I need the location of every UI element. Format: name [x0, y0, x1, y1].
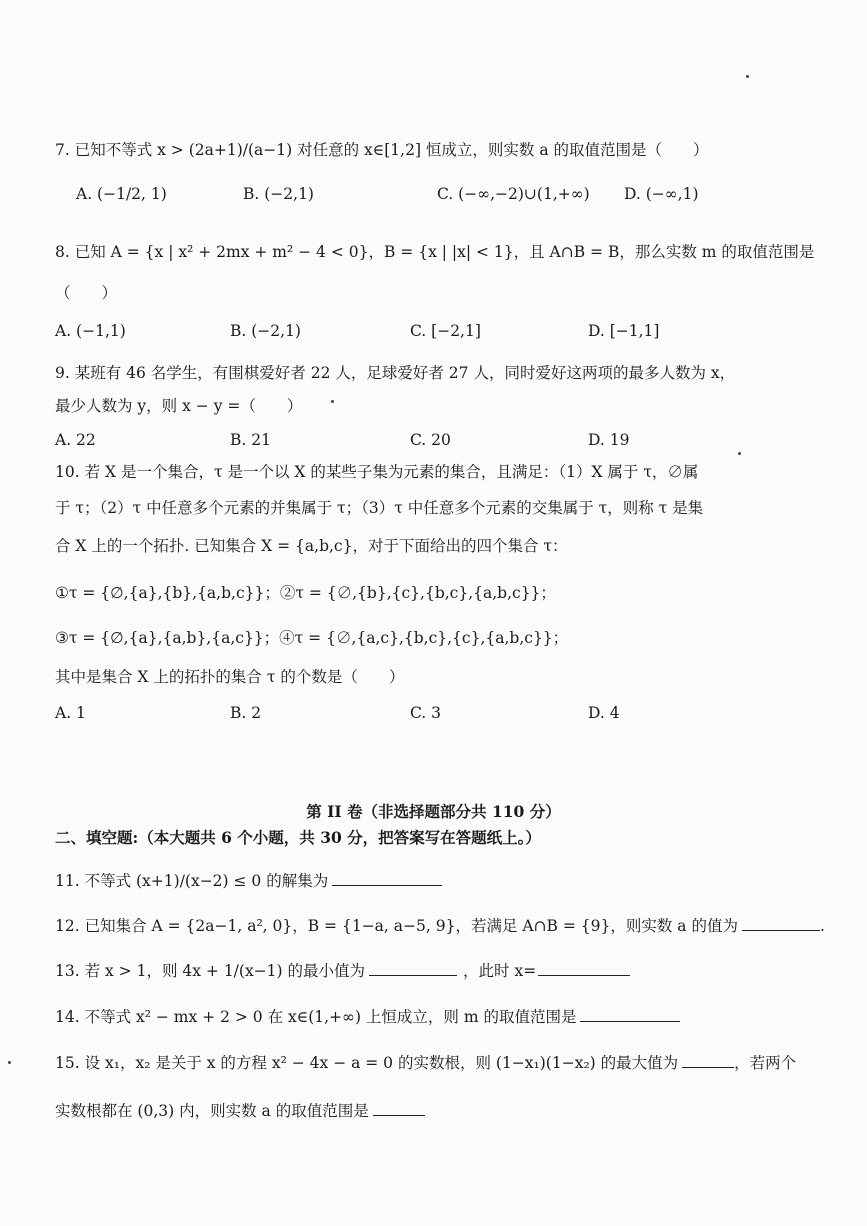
q10-option-b: B. 2	[230, 704, 262, 722]
q7-option-b: B. (−2,1)	[243, 185, 314, 203]
question-10-question: 其中是集合 X 上的拓扑的集合 τ 的个数是（ ）	[55, 668, 405, 686]
q7-option-c: C. (−∞,−2)∪(1,+∞)	[437, 185, 590, 203]
question-9-line2: 最少人数为 y，则 x − y =（ ）	[55, 397, 303, 415]
answer-blank-15a	[682, 1053, 734, 1068]
q7-option-a: A. (−1/2, 1)	[76, 185, 167, 203]
q10-option-a: A. 1	[55, 704, 86, 722]
question-14	[55, 1006, 680, 1028]
q9-option-b: B. 21	[230, 431, 271, 449]
q8-option-b: B. (−2,1)	[230, 322, 301, 340]
question-10-line3: 合 X 上的一个拓扑. 已知集合 X = {a,b,c}，对于下面给出的四个集合 τ：	[55, 537, 568, 555]
question-13-text: 13. 若 x > 1，则 4x + 1/(x−1) 的最小值为	[55, 962, 366, 980]
question-8-paren: （ ）	[55, 284, 118, 302]
answer-blank-13b	[538, 961, 630, 976]
question-10-line2: 于 τ；（2）τ 中任意多个元素的并集属于 τ；（3）τ 中任意多个元素的交集属于 τ，则称 τ 是集	[55, 499, 704, 517]
question-15-line2	[55, 1100, 425, 1122]
q8-option-d: D. [−1,1]	[588, 322, 660, 340]
answer-blank-13a	[369, 961, 457, 976]
q10-option-d: D. 4	[588, 704, 620, 722]
fill-in-section-heading: 二、填空题:（本大题共 6 个小题，共 30 分，把答案写在答题纸上。）	[55, 828, 541, 847]
q8-option-a: A. (−1,1)	[55, 322, 126, 340]
answer-blank-14	[580, 1007, 680, 1022]
question-11	[55, 870, 442, 892]
part-2-title: 第 II 卷（非选择题部分共 110 分）	[306, 802, 561, 821]
q9-option-a: A. 22	[55, 431, 96, 449]
answer-blank-12	[742, 916, 820, 931]
question-11-text: 11. 不等式 (x+1)/(x−2) ≤ 0 的解集为	[55, 872, 329, 890]
q9-option-c: C. 20	[410, 431, 451, 449]
question-10-line1: 10. 若 X 是一个集合，τ 是一个以 X 的某些子集为元素的集合，且满足：（1）X 属于 τ，∅属	[55, 463, 699, 481]
question-13	[55, 960, 630, 982]
question-10-sets-1: ①τ = {∅,{a},{b},{a,b,c}}；②τ = {∅,{b},{c},{b,c},{a,b,c}}；	[55, 584, 556, 602]
question-12-text: 12. 已知集合 A = {2a−1, a², 0}，B = {1−a, a−5, 9}，若满足 A∩B = {9}，则实数 a 的值为	[55, 917, 738, 935]
q10-option-c: C. 3	[410, 704, 442, 722]
q7-option-d: D. (−∞,1)	[624, 185, 699, 203]
scan-speck	[8, 1061, 11, 1064]
scan-speck	[738, 452, 741, 455]
question-15-text: 15. 设 x₁，x₂ 是关于 x 的方程 x² − 4x − a = 0 的实数根，则 (1−x₁)(1−x₂) 的最大值为	[55, 1054, 679, 1072]
question-13-mid: ，此时 x=	[463, 962, 537, 980]
q8-option-c: C. [−2,1]	[410, 322, 481, 340]
question-12	[55, 915, 825, 937]
q9-option-d: D. 19	[588, 431, 630, 449]
scan-speck	[331, 400, 334, 403]
question-12-end: .	[819, 917, 825, 935]
question-7: 7. 已知不等式 x > (2a+1)/(a−1) 对任意的 x∈[1,2] 恒成立，则实数 a 的取值范围是（ ）	[55, 141, 709, 159]
question-15-line1	[55, 1052, 796, 1074]
question-9-line1: 9. 某班有 46 名学生，有围棋爱好者 22 人，足球爱好者 27 人，同时爱好这两项的最多人数为 x，	[55, 364, 736, 382]
question-8: 8. 已知 A = {x | x² + 2mx + m² − 4 < 0}，B = {x | |x| < 1}，且 A∩B = B，那么实数 m 的取值范围是	[55, 243, 815, 261]
answer-blank-11	[332, 871, 442, 886]
question-15-cont: ，若两个	[734, 1054, 797, 1072]
answer-blank-15b	[373, 1101, 425, 1116]
question-10-sets-2: ③τ = {∅,{a},{a,b},{a,c}}；④τ = {∅,{a,c},{b,c},{c},{a,b,c}}；	[55, 629, 569, 647]
question-15-text2: 实数根都在 (0,3) 内，则实数 a 的取值范围是	[55, 1102, 369, 1120]
scan-speck	[746, 75, 749, 78]
question-14-text: 14. 不等式 x² − mx + 2 > 0 在 x∈(1,+∞) 上恒成立，则 m 的取值范围是	[55, 1008, 577, 1026]
